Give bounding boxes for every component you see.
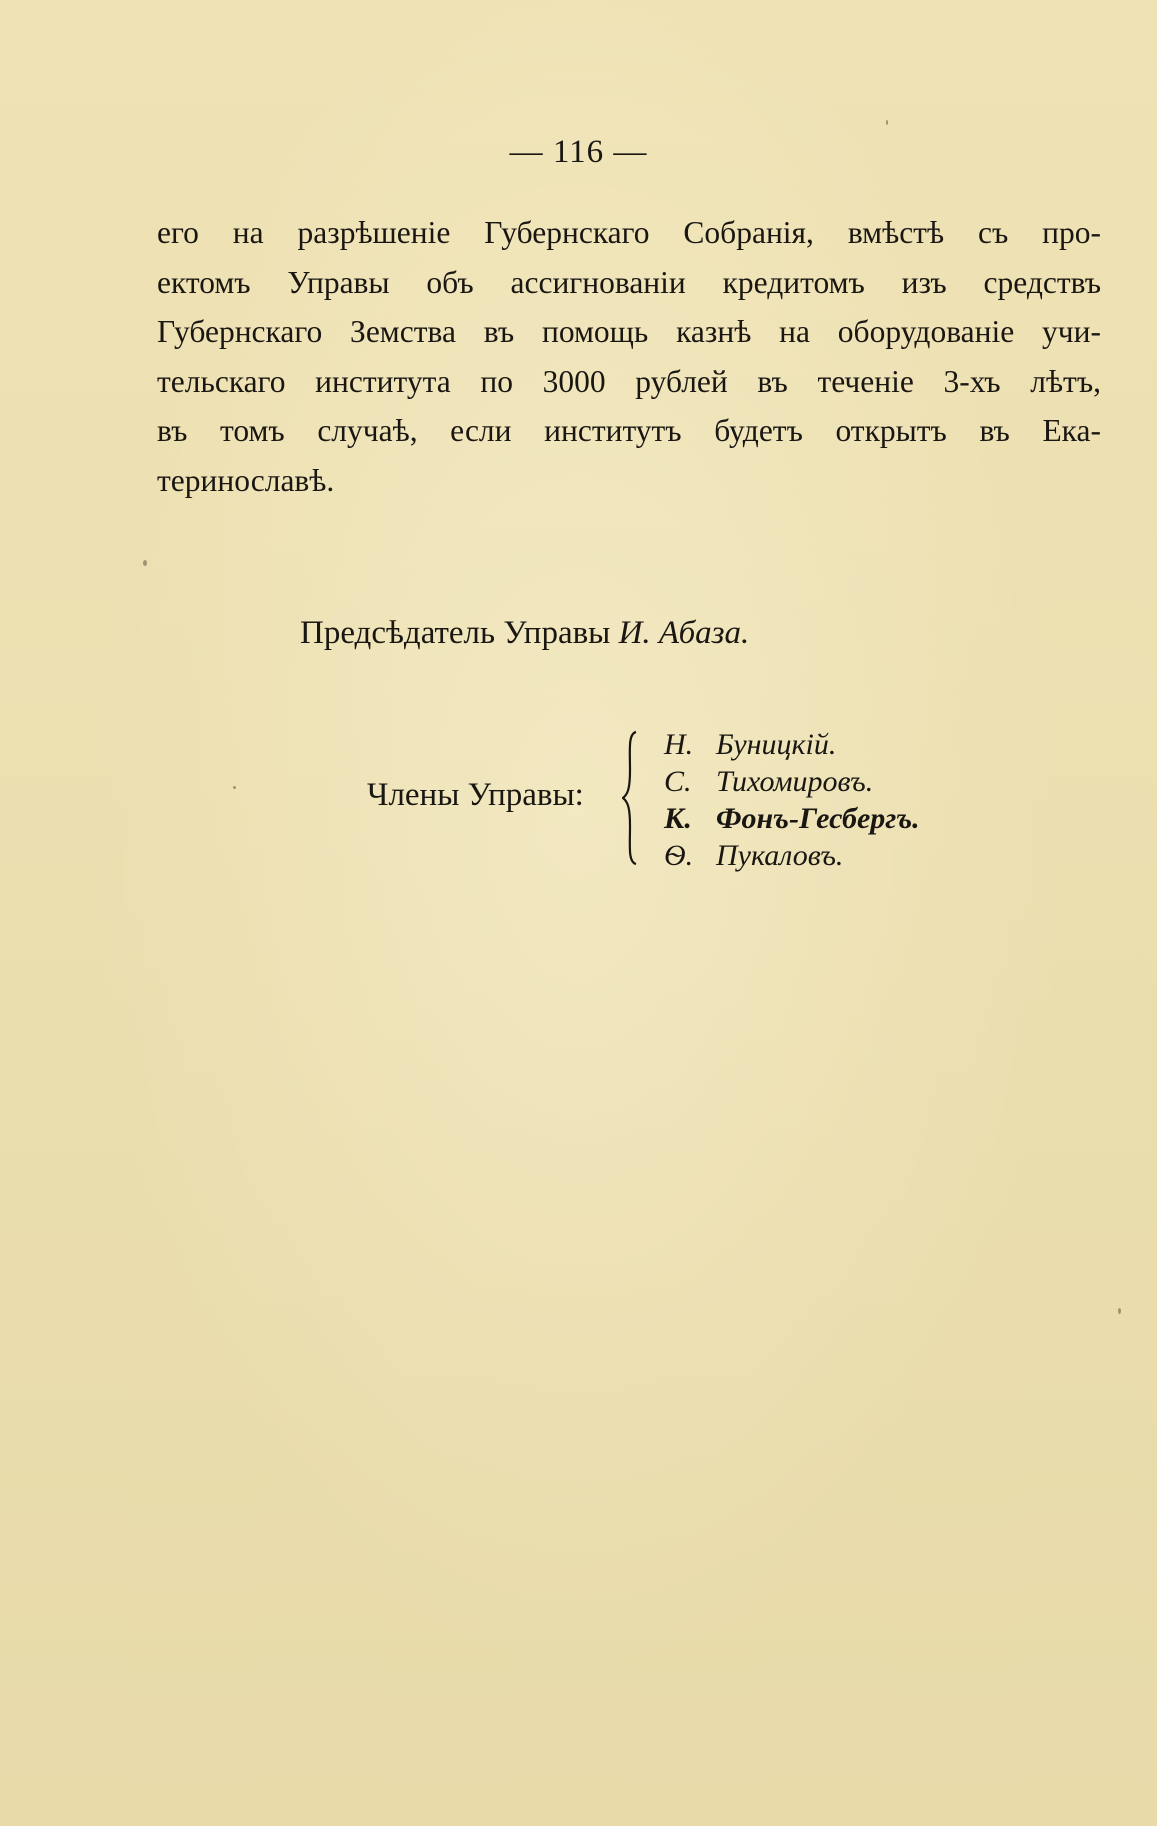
body-paragraph xyxy=(157,208,1101,505)
chairman-label: Предсѣдатель Управы xyxy=(300,615,611,651)
member-entry xyxy=(664,800,920,837)
paragraph-line: Губернскаго Земства въ помощь казнѣ на оборудованіе учи- xyxy=(157,314,1101,349)
member-surname: Буницкій. xyxy=(716,728,837,761)
member-entry xyxy=(664,763,920,800)
member-initial: К. xyxy=(664,802,692,835)
paragraph-line: теринославѣ. xyxy=(157,462,335,498)
member-surname: Пукаловъ. xyxy=(716,839,844,872)
paragraph-line: его на разрѣшеніе Губернскаго Собранія, вмѣстѣ съ про- xyxy=(157,215,1101,250)
member-initial: С. xyxy=(664,765,692,798)
paper-speck xyxy=(886,120,888,125)
curly-brace-icon xyxy=(622,730,638,866)
member-initial: Н. xyxy=(664,728,694,761)
paragraph-line: въ томъ случаѣ, если институтъ будетъ открытъ въ Ека- xyxy=(157,413,1101,448)
member-initial: Ѳ. xyxy=(664,839,694,872)
members-list xyxy=(664,726,920,874)
members-label: Члены Управы: xyxy=(367,777,584,813)
member-surname: Фонъ-Гесбергъ. xyxy=(716,802,920,835)
paragraph-line: ектомъ Управы объ ассигнованіи кредитомъ изъ средствъ xyxy=(157,264,1101,300)
chairman-signature xyxy=(300,615,749,652)
chairman-name: И. Абаза. xyxy=(618,615,750,651)
paragraph-line: тельскаго института по 3000 рублей въ теченіе 3-хъ лѣтъ, xyxy=(157,363,1101,399)
paper-speck xyxy=(1118,1308,1121,1314)
member-entry xyxy=(664,726,920,763)
page-number: — 116 — xyxy=(509,134,648,170)
paper-speck xyxy=(233,786,236,789)
paper-speck xyxy=(143,560,147,566)
member-surname: Тихомировъ. xyxy=(716,765,874,798)
member-entry xyxy=(664,837,920,874)
